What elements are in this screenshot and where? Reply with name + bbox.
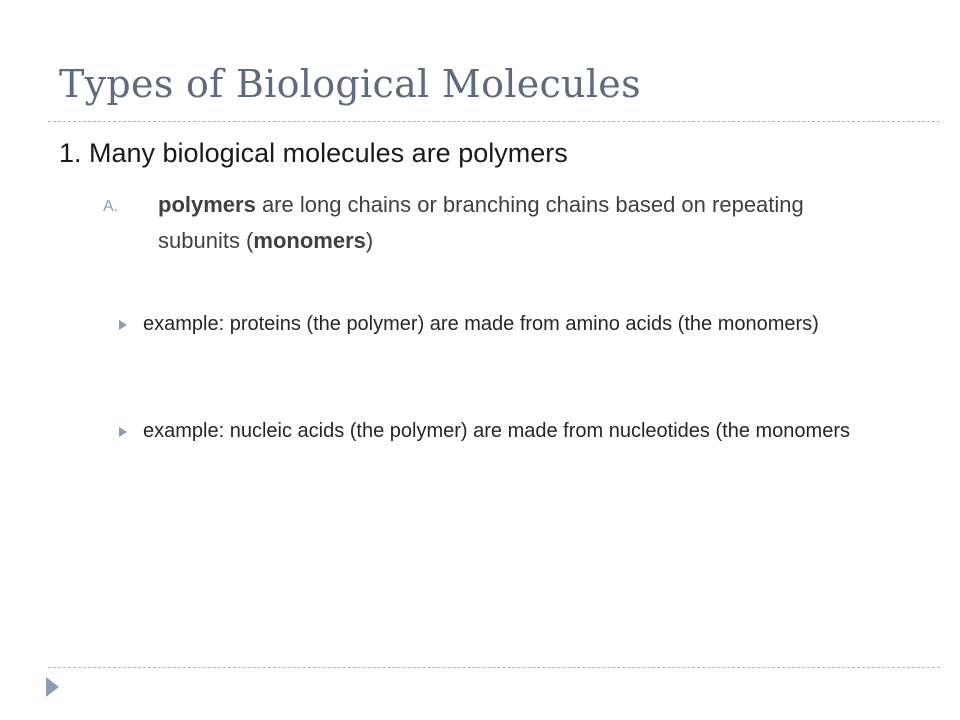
term-monomers: monomers — [253, 228, 366, 253]
main-point: 1. Many biological molecules are polymers — [59, 138, 568, 168]
example-item-nucleic-acids — [119, 416, 879, 447]
triangle-right-icon — [119, 320, 127, 330]
sub-point-close: ) — [365, 228, 374, 253]
title-divider — [48, 121, 940, 122]
example-text: example: nucleic acids (the polymer) are made from nucleotides (the monomers — [143, 420, 850, 442]
sub-point-a — [103, 187, 883, 259]
slide-title: Types of Biological Molecules — [59, 62, 641, 106]
triangle-right-icon — [119, 427, 127, 437]
corner-triangle-icon — [46, 677, 59, 697]
term-polymers: polymers — [158, 192, 256, 217]
sub-point-text — [158, 187, 883, 259]
example-item-proteins — [119, 309, 879, 340]
example-text: example: proteins (the polymer) are made from amino acids (the monomers) — [143, 313, 819, 335]
sub-point-body: are long chains or branching chains based on repeating subunits ( — [158, 192, 804, 253]
footer-divider — [48, 667, 940, 668]
sub-point-marker: A. — [103, 198, 119, 215]
